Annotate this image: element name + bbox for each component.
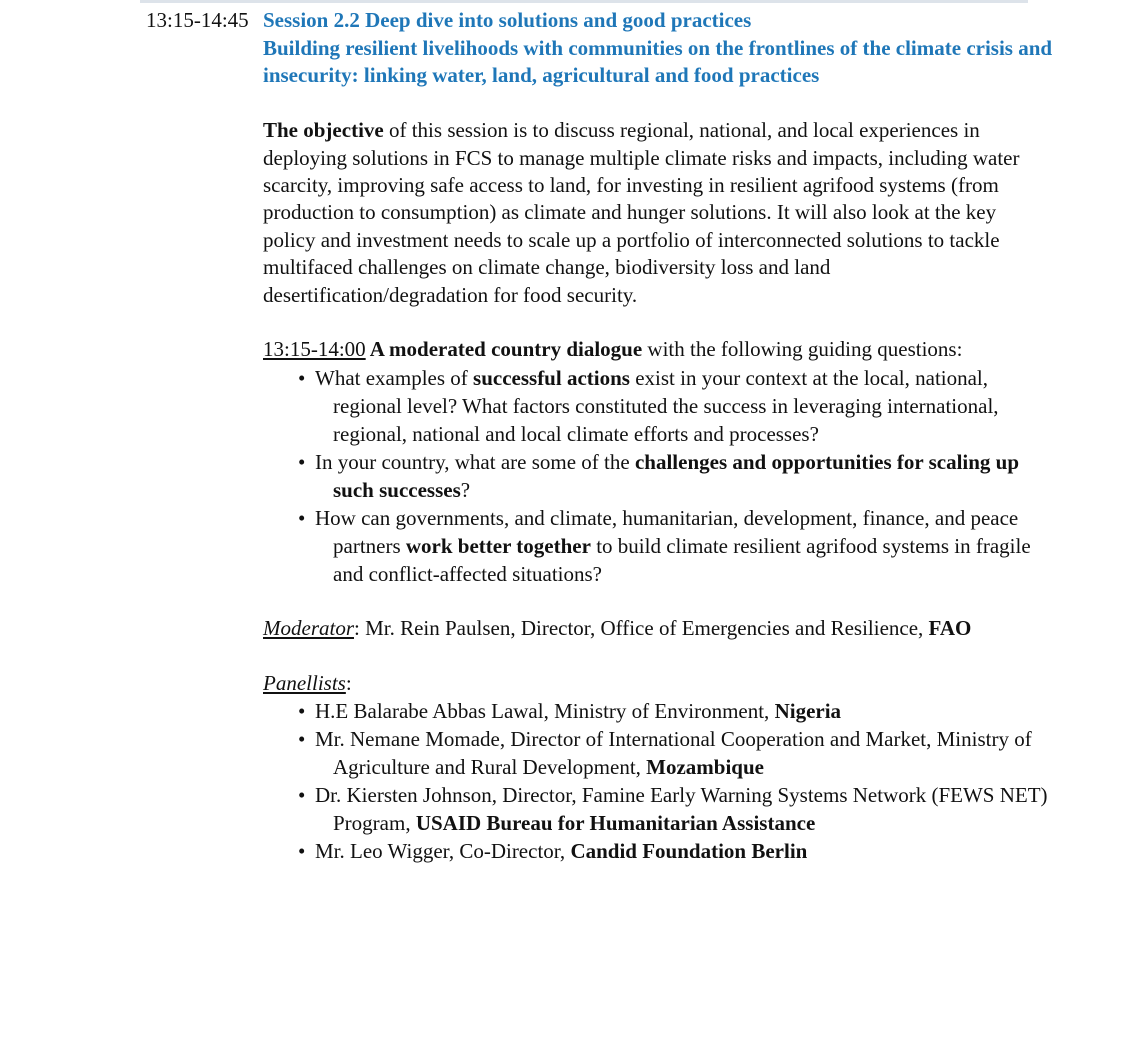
list-item: • What examples of successful actions exist in your context at the local, national, regional level? What factors constituted the success in leveraging international, regional, national and local climate efforts and processes? [298,365,999,446]
bullet-icon: • [298,449,306,474]
bullet-icon: • [298,839,306,864]
moderator-label: Moderator [263,616,354,641]
dialogue-rest: with the following guiding questions: [642,337,963,362]
bullet-icon: • [298,365,306,390]
time-slot: 13:15-14:45 [146,8,249,32]
panellists-list [263,697,1053,865]
session-title: Session 2.2 Deep dive into solutions and good practices [263,8,752,32]
dialogue-time: 13:15-14:00 [263,337,366,362]
moderator-line [263,615,1053,642]
moderator-org: FAO [928,616,972,641]
bullet-icon: • [298,727,306,752]
list-item: • Dr. Kiersten Johnson, Director, Famine Early Warning Systems Network (FEWS NET) Program, USAID Bureau for Humanitarian Assistance [298,783,1048,836]
bullet-icon: • [298,699,306,724]
guiding-questions-list [263,364,1053,588]
panellists-heading: Panellists: [263,671,352,695]
session-content [263,7,1053,865]
dialogue-heading [263,336,1053,363]
table-top-border [140,0,1028,3]
list-item: • How can governments, and climate, humanitarian, development, finance, and peace partners work better together to build climate resilient agrifood systems in fragile and conflict-affected situations? [298,505,1031,586]
panellists-label: Panellists [263,671,346,695]
list-item: • Mr. Leo Wigger, Co-Director, Candid Foundation Berlin [298,839,808,864]
bullet-icon: • [298,783,306,808]
list-item: • Mr. Nemane Momade, Director of International Cooperation and Market, Ministry of Agriculture and Rural Development, Mozambique [298,727,1032,780]
moderator-text: : Mr. Rein Paulsen, Director, Office of Emergencies and Resilience, [354,616,929,641]
objective-text: of this session is to discuss regional, national, and local experiences in deploying solutions in FCS to manage multiple climate risks and impacts, including water scarcity, improving safe access to land, for investing in resilient agrifood systems (from production to consumption) as climate and hunger solutions. It will also look at the key policy and investment needs to scale up a portfolio of interconnected solutions to tackle multifaced challenges on climate change, biodiversity loss and land desertification/degradation for food security. [263,118,1020,307]
session-subtitle: Building resilient livelihoods with communities on the frontlines of the climate crisis and insecurity: linking water, land, agricultural and food practices [263,35,1053,88]
dialogue-title: A moderated country dialogue [365,337,643,362]
list-item: • H.E Balarabe Abbas Lawal, Ministry of Environment, Nigeria [298,699,842,724]
list-item: • In your country, what are some of the challenges and opportunities for scaling up such successes? [298,449,1020,502]
objective-lead: The objective [263,118,384,143]
objective-paragraph [263,117,1053,309]
bullet-icon: • [298,505,306,530]
